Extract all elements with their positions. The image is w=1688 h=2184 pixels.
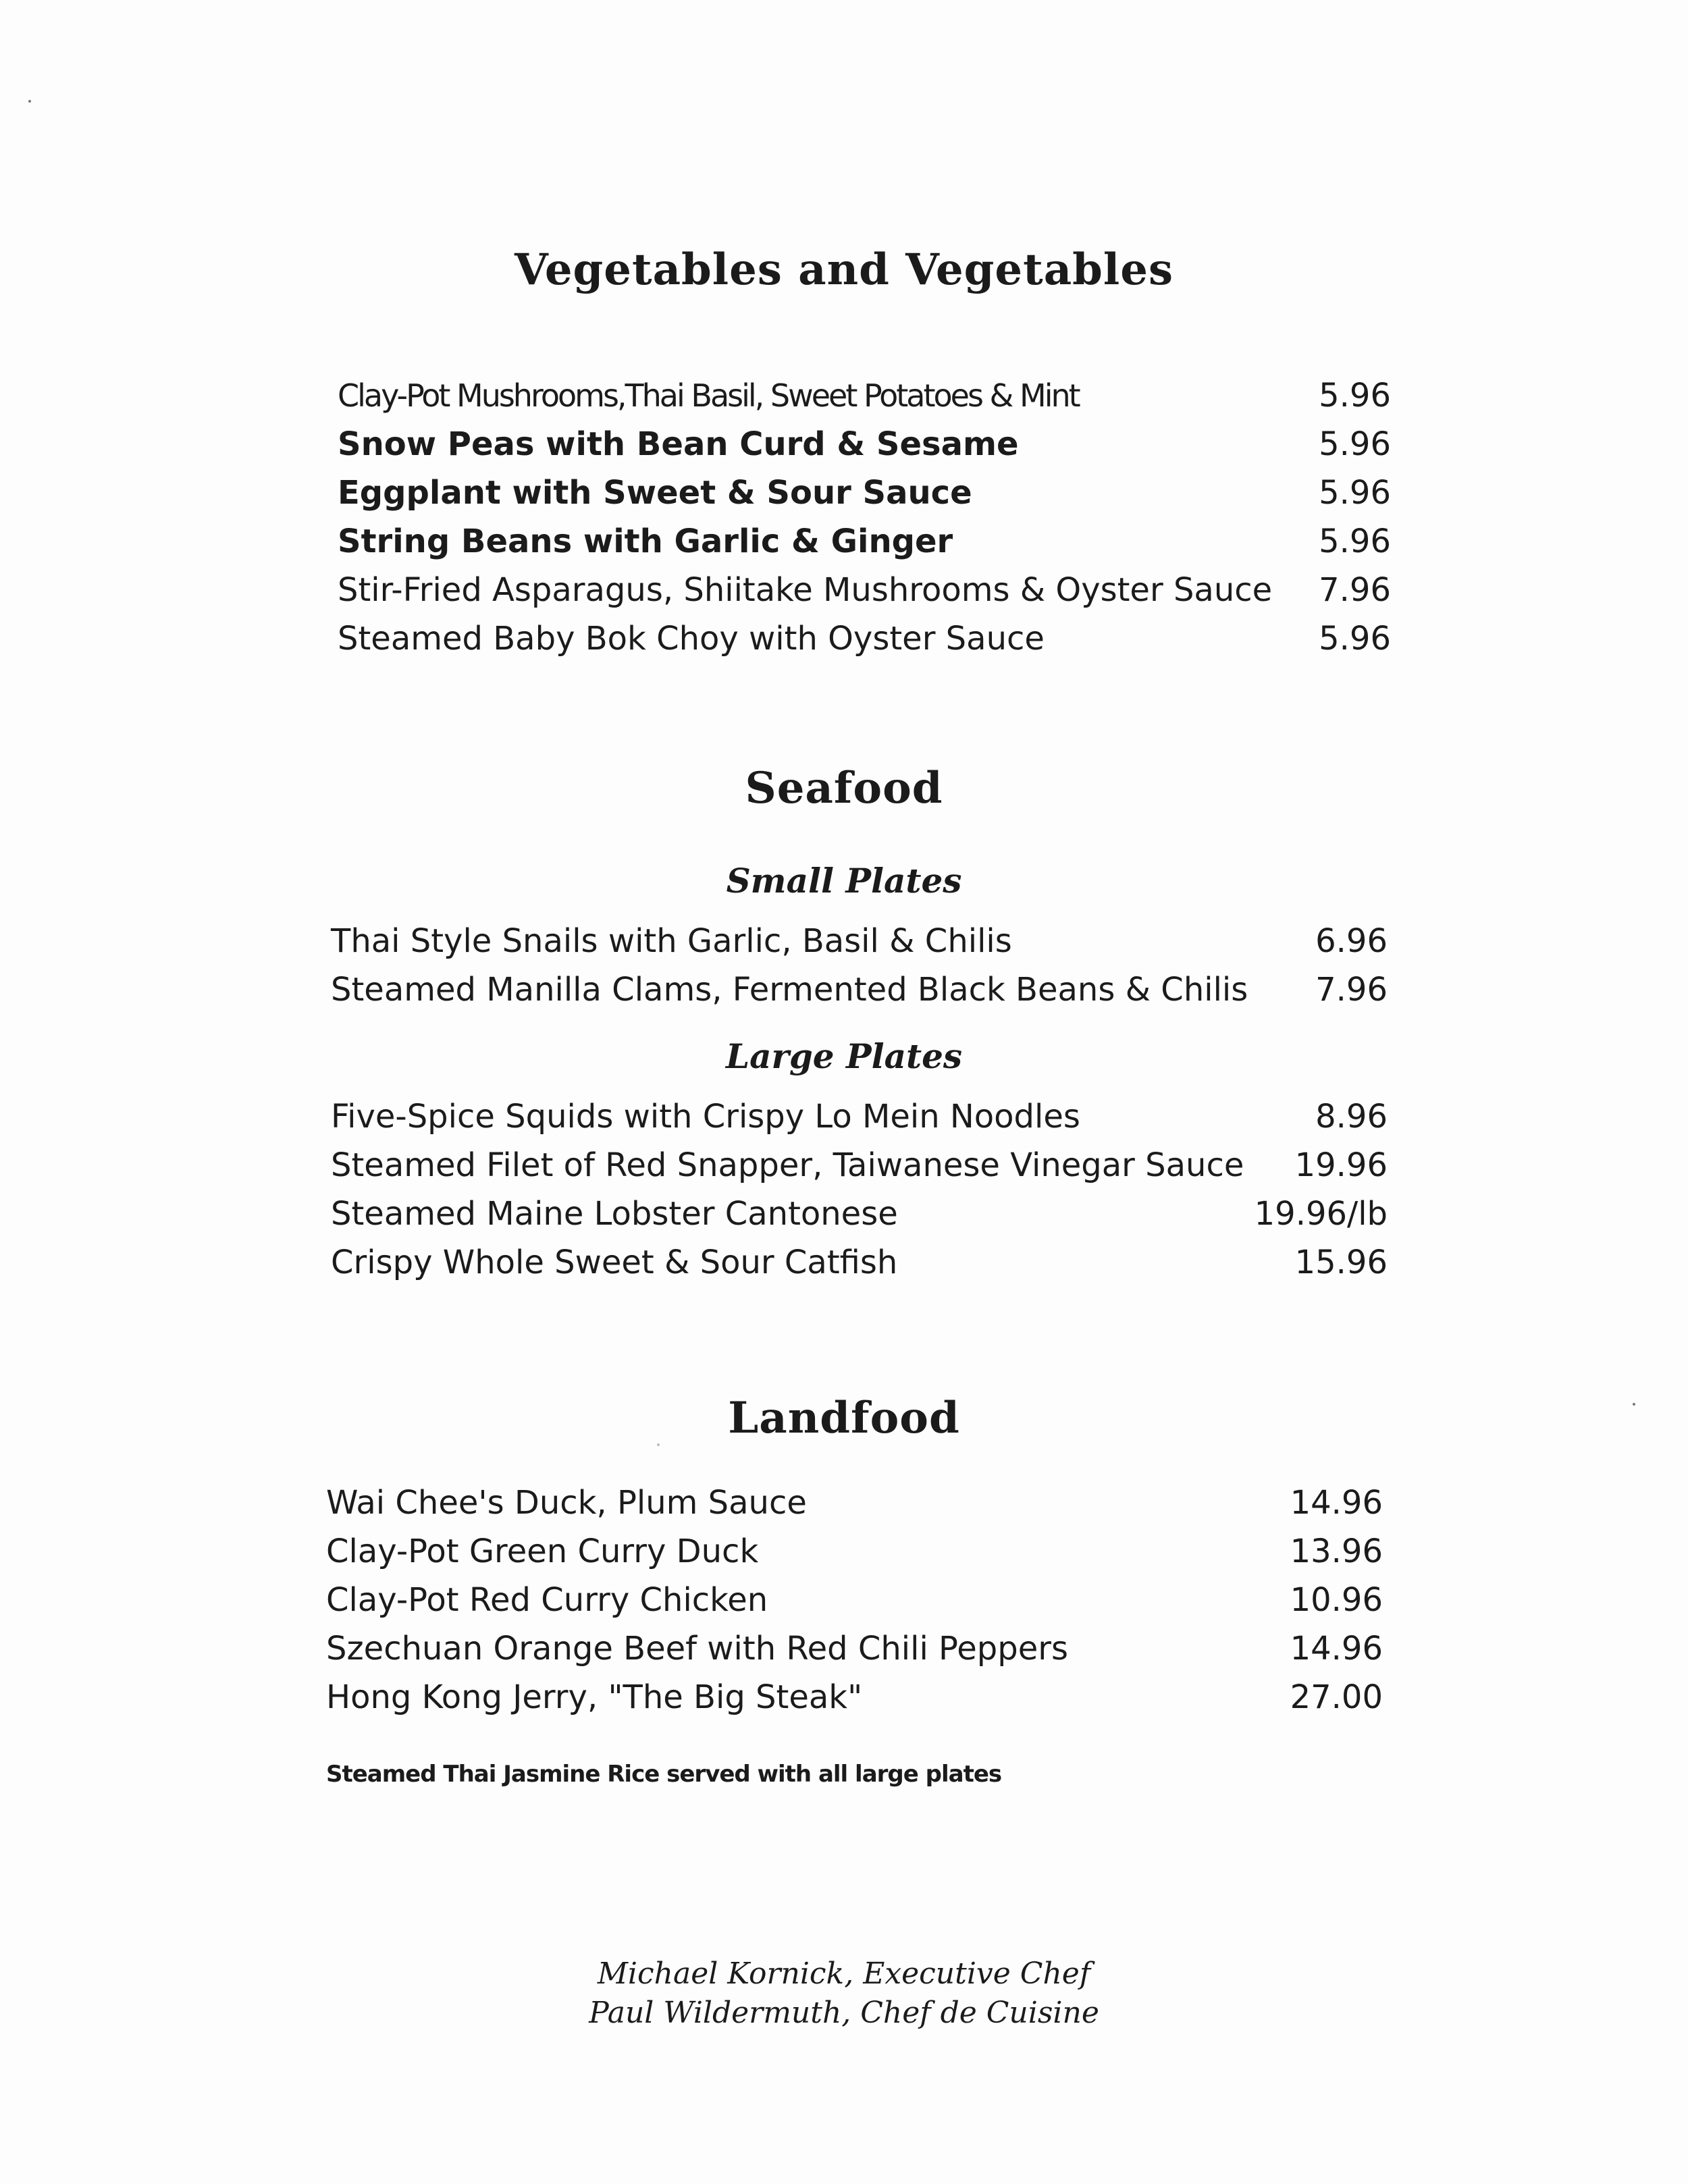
seafood-title: Seafood xyxy=(745,763,943,814)
item-name: Wai Chee's Duck, Plum Sauce xyxy=(326,1484,807,1522)
menu-item xyxy=(326,1576,1383,1624)
item-name: Clay-Pot Mushrooms,Thai Basil, Sweet Potatoes & Mint xyxy=(338,377,1079,414)
item-name: Crispy Whole Sweet & Sour Catfish xyxy=(331,1244,898,1281)
large-plates-title: Large Plates xyxy=(725,1036,963,1076)
item-price: 14.96 xyxy=(1290,1630,1383,1668)
menu-item xyxy=(326,1624,1383,1673)
item-name: Steamed Manilla Clams, Fermented Black Beans & Chilis xyxy=(331,971,1248,1009)
landfood-title: Landfood xyxy=(728,1393,960,1443)
item-price: 5.96 xyxy=(1319,620,1391,658)
small-plates-title: Small Plates xyxy=(726,861,962,901)
executive-chef: Michael Kornick, Executive Chef xyxy=(597,1956,1091,1991)
item-name: Clay-Pot Red Curry Chicken xyxy=(326,1581,768,1619)
menu-item xyxy=(326,1479,1383,1527)
menu-item xyxy=(338,371,1391,420)
item-price: 7.96 xyxy=(1319,571,1391,609)
item-name: Stir-Fried Asparagus, Shiitake Mushrooms & Oyster Sauce xyxy=(338,571,1273,609)
menu-item xyxy=(326,1527,1383,1576)
item-price: 5.96 xyxy=(1319,523,1391,560)
item-price: 19.96 xyxy=(1294,1146,1388,1184)
scan-speck xyxy=(1633,1403,1635,1406)
vegetables-title: Vegetables and Vegetables xyxy=(515,244,1173,295)
scan-speck xyxy=(657,1443,660,1446)
large-plates-list xyxy=(331,1092,1388,1287)
item-price: 13.96 xyxy=(1290,1533,1383,1570)
landfood-list xyxy=(326,1479,1383,1722)
item-name: Hong Kong Jerry, "The Big Steak" xyxy=(326,1678,863,1716)
item-price: 5.96 xyxy=(1319,474,1391,512)
item-name: Szechuan Orange Beef with Red Chili Peppers xyxy=(326,1630,1069,1668)
vegetables-list xyxy=(338,371,1391,663)
rice-note: Steamed Thai Jasmine Rice served with all large plates xyxy=(326,1761,1002,1788)
item-name: Clay-Pot Green Curry Duck xyxy=(326,1533,759,1570)
menu-item xyxy=(331,1190,1388,1238)
item-price: 6.96 xyxy=(1315,922,1388,960)
item-name: Eggplant with Sweet & Sour Sauce xyxy=(338,474,972,512)
item-price: 14.96 xyxy=(1290,1484,1383,1522)
scan-speck xyxy=(28,100,31,103)
item-name: Snow Peas with Bean Curd & Sesame xyxy=(338,425,1019,463)
item-price: 8.96 xyxy=(1315,1098,1388,1136)
item-price: 5.96 xyxy=(1319,425,1391,463)
menu-item xyxy=(331,1141,1388,1190)
item-name: Five-Spice Squids with Crispy Lo Mein Noodles xyxy=(331,1098,1080,1136)
menu-item xyxy=(338,614,1391,663)
menu-item xyxy=(338,566,1391,614)
menu-item xyxy=(326,1673,1383,1722)
menu-item xyxy=(338,469,1391,517)
item-price: 7.96 xyxy=(1315,971,1388,1009)
item-name: String Beans with Garlic & Ginger xyxy=(338,523,953,560)
item-price: 5.96 xyxy=(1319,377,1391,415)
item-name: Steamed Filet of Red Snapper, Taiwanese Vinegar Sauce xyxy=(331,1146,1244,1184)
item-price: 19.96/lb xyxy=(1254,1195,1388,1233)
menu-item xyxy=(331,1092,1388,1141)
item-price: 15.96 xyxy=(1294,1244,1388,1281)
menu-item xyxy=(338,420,1391,469)
item-name: Thai Style Snails with Garlic, Basil & Chilis xyxy=(331,922,1012,960)
item-name: Steamed Maine Lobster Cantonese xyxy=(331,1195,898,1233)
menu-item xyxy=(331,965,1388,1014)
item-price: 27.00 xyxy=(1290,1678,1383,1716)
chef-de-cuisine: Paul Wildermuth, Chef de Cuisine xyxy=(589,1996,1099,2030)
small-plates-list xyxy=(331,917,1388,1014)
chef-credits xyxy=(0,1954,1688,2033)
menu-item xyxy=(338,517,1391,566)
item-price: 10.96 xyxy=(1290,1581,1383,1619)
item-name: Steamed Baby Bok Choy with Oyster Sauce xyxy=(338,620,1045,658)
menu-item xyxy=(331,1238,1388,1287)
menu-item xyxy=(331,917,1388,965)
